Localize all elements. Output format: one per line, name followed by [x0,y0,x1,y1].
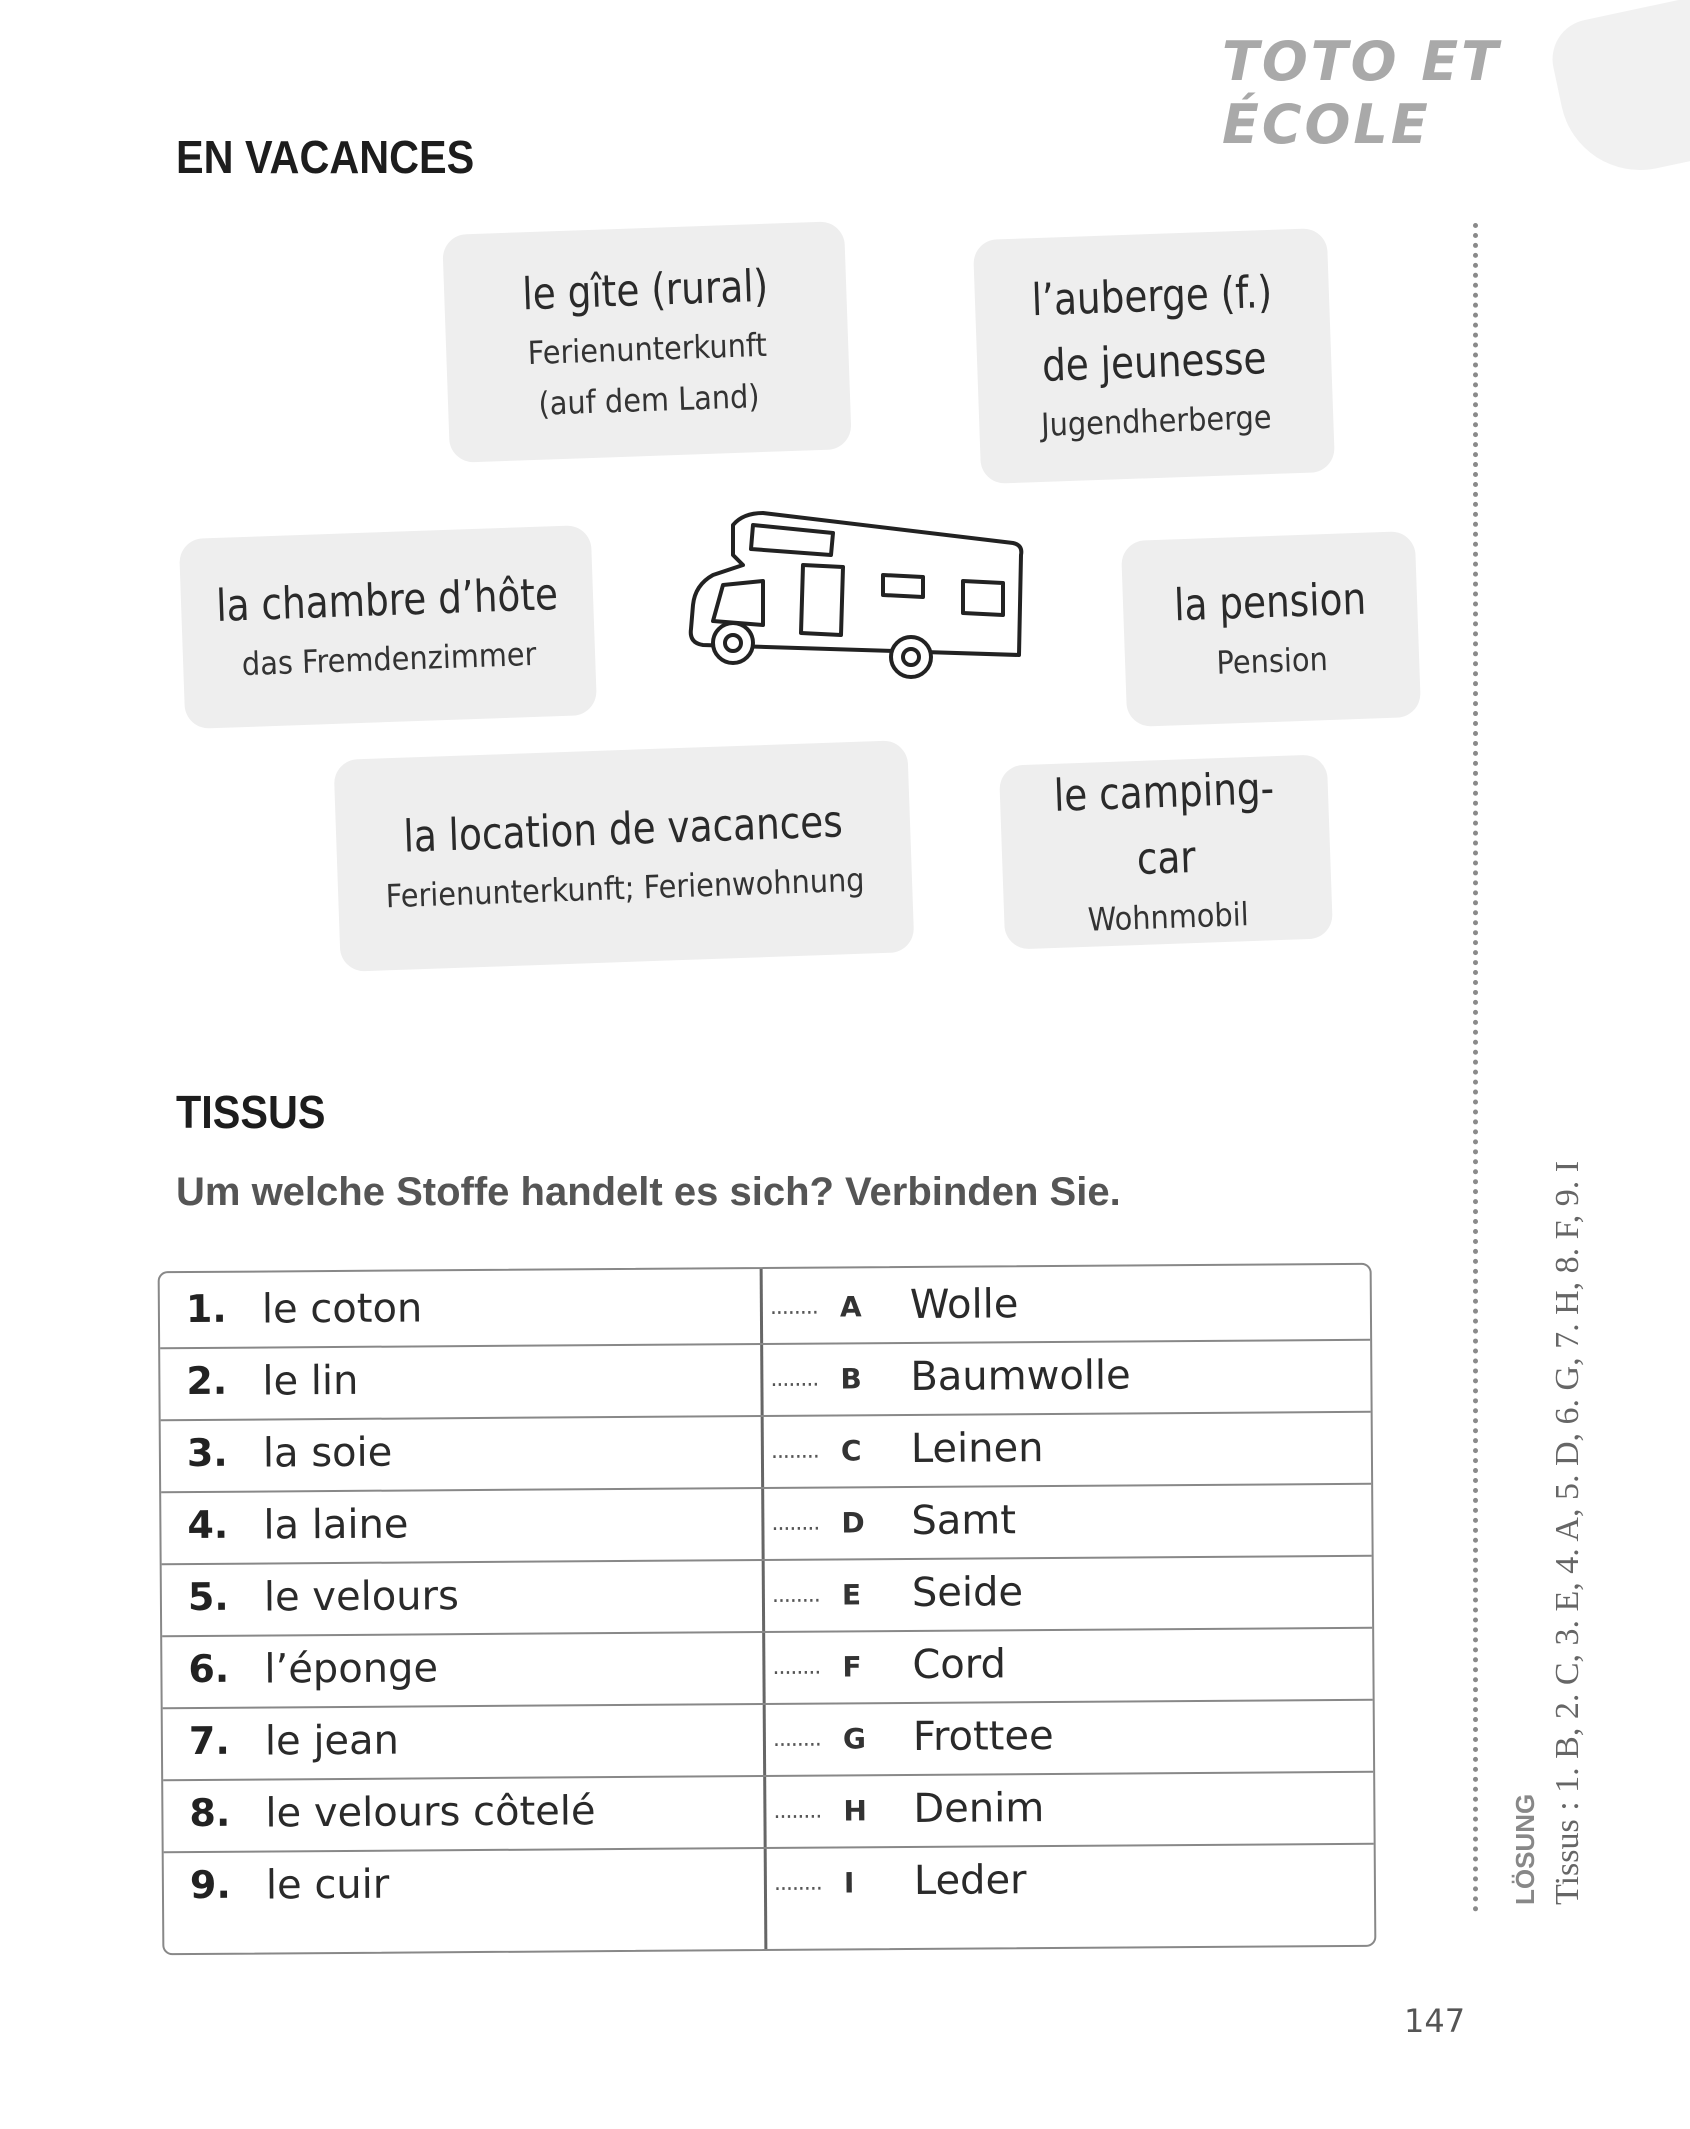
answer-blank[interactable]: ........ [771,1510,820,1536]
vocab-card-location [333,740,914,972]
answer-blank[interactable]: ........ [770,1366,819,1392]
table-row [164,1843,1374,1923]
answer-blank[interactable]: ........ [771,1582,820,1608]
answer-blank[interactable]: ........ [772,1654,821,1680]
option-letter: I [843,1866,855,1900]
table-row [160,1267,1370,1349]
french-term: le camping-car [1052,763,1275,886]
item-number: 8. [189,1790,231,1836]
vocab-card-auberge [973,228,1335,484]
answer-blank[interactable]: ........ [773,1870,822,1896]
section-title-tissus: TISSUS [176,1086,326,1138]
german-translation: Jugendherberge [1040,398,1273,445]
french-word: l’éponge [264,1645,439,1693]
german-word: Leder [913,1857,1027,1904]
item-number: 5. [187,1574,229,1620]
item-number: 2. [186,1358,228,1404]
option-letter: G [842,1722,867,1756]
german-word: Cord [912,1641,1007,1688]
french-word: le velours [263,1573,460,1621]
camper-van-icon [683,505,1029,685]
page-number: 147 [1404,2002,1466,2040]
french-term: de jeunesse [1041,333,1268,393]
table-row [161,1483,1371,1565]
option-letter: E [841,1578,862,1612]
table-row [163,1771,1373,1853]
french-word: le coton [261,1285,423,1333]
option-letter: D [841,1506,865,1540]
item-number: 4. [187,1502,229,1548]
matching-exercise-table [158,1263,1377,1955]
vocab-card-chambre [179,525,597,729]
option-letter: B [840,1362,862,1396]
option-letter: C [840,1434,862,1468]
section-title-vacances: EN VACANCES [176,131,475,183]
table-row [162,1627,1372,1709]
french-term: la pension [1173,574,1367,632]
item-number: 1. [185,1286,227,1332]
answer-blank[interactable]: ........ [772,1726,821,1752]
table-row [163,1699,1373,1781]
item-number: 6. [188,1646,230,1692]
german-word: Wolle [909,1281,1019,1328]
french-term: la location de vacances [402,796,844,864]
french-term: le gîte (rural) [521,260,769,321]
option-letter: H [843,1794,867,1828]
french-term: l’auberge (f.) [1030,267,1274,327]
solution-label: LÖSUNG [1510,1793,1540,1905]
german-translation: (auf dem Land) [537,377,761,423]
german-word: Leinen [910,1425,1044,1472]
german-translation: Wohnmobil [1087,895,1250,940]
table-row [160,1339,1370,1421]
book-brand-header: TOTO ET ÉCOLE [1222,30,1502,156]
german-translation: Ferienunterkunft [527,325,768,372]
german-word: Seide [911,1569,1024,1616]
table-row [161,1411,1371,1493]
french-word: la laine [263,1501,409,1549]
item-number: 3. [186,1430,228,1476]
exercise-instruction: Um welche Stoffe handelt es sich? Verbinden Sie. [176,1170,1121,1214]
solution-box [1510,1161,1587,1905]
french-term: la chambre d’hôte [215,569,559,633]
french-word: la soie [262,1429,393,1477]
margin-divider [1473,223,1478,1913]
item-number: 9. [189,1862,231,1908]
vocab-card-camping-car [999,754,1333,949]
vocab-card-pension [1121,531,1421,727]
german-word: Denim [913,1785,1045,1832]
table-row [162,1555,1372,1637]
option-letter: F [842,1650,862,1684]
answer-blank[interactable]: ........ [770,1438,819,1464]
german-translation: Pension [1215,640,1329,683]
french-word: le lin [262,1357,359,1405]
answer-blank[interactable]: ........ [769,1294,818,1320]
vocab-card-gite [442,221,852,463]
german-translation: Ferienunterkunft; Ferienwohnung [385,861,866,916]
option-letter: A [839,1290,862,1324]
german-word: Frottee [912,1713,1054,1760]
solution-text: Tissus : 1. B, 2. C, 3. E, 4. A, 5. D, 6. G, 7. H, 8. F, 9. I [1549,1160,1586,1905]
item-number: 7. [188,1718,230,1764]
french-word: le velours côtelé [265,1788,596,1837]
answer-blank[interactable]: ........ [773,1798,822,1824]
french-word: le jean [264,1717,400,1765]
german-translation: das Fremdenzimmer [241,635,537,684]
german-word: Baumwolle [910,1352,1131,1400]
french-word: le cuir [265,1861,390,1909]
german-word: Samt [911,1497,1017,1544]
